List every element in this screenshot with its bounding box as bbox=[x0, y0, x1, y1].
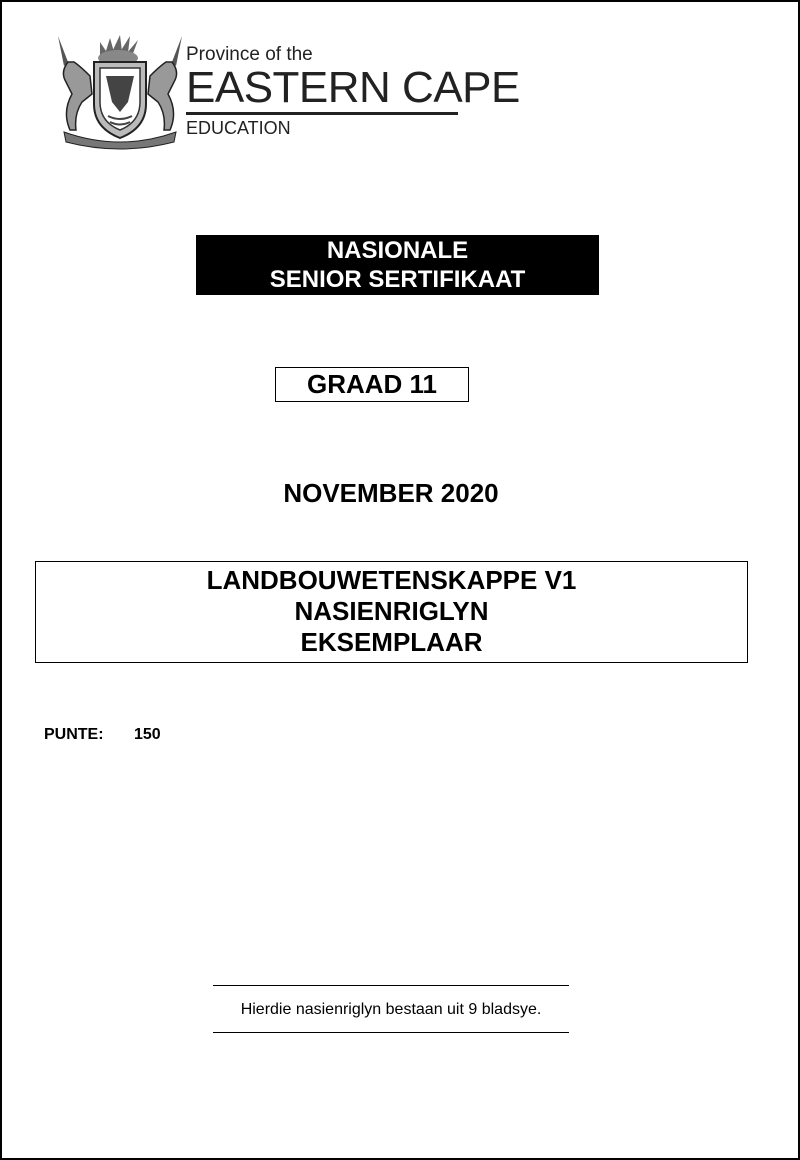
exam-date: NOVEMBER 2020 bbox=[283, 478, 499, 508]
coat-of-arms-logo bbox=[50, 32, 190, 150]
logo-divider bbox=[186, 112, 458, 115]
subject-box bbox=[35, 561, 748, 663]
footer-top-rule bbox=[213, 985, 569, 986]
logo-province-label: Province of the bbox=[186, 44, 313, 65]
certificate-line2: SENIOR SERTIFIKAAT bbox=[269, 266, 526, 293]
marks-value: 150 bbox=[134, 726, 161, 743]
subject-subtitle: NASIENRIGLYN bbox=[294, 596, 489, 626]
logo-eastern-cape-label: EASTERN CAPE bbox=[186, 63, 520, 112]
marks-label: PUNTE: bbox=[44, 726, 104, 743]
certificate-banner bbox=[196, 235, 599, 295]
page-count-note: Hierdie nasienriglyn bestaan uit 9 bladsye. bbox=[240, 1001, 542, 1018]
footer-bottom-rule bbox=[213, 1032, 569, 1033]
grade-label: GRAAD 11 bbox=[275, 367, 469, 402]
logo-education-label: EDUCATION bbox=[186, 118, 291, 138]
subject-note: EKSEMPLAAR bbox=[300, 627, 483, 657]
logo-text bbox=[186, 44, 520, 138]
marks-line bbox=[44, 726, 161, 744]
certificate-line1: NASIONALE bbox=[326, 237, 469, 264]
subject-title: LANDBOUWETENSKAPPE V1 bbox=[206, 565, 577, 595]
